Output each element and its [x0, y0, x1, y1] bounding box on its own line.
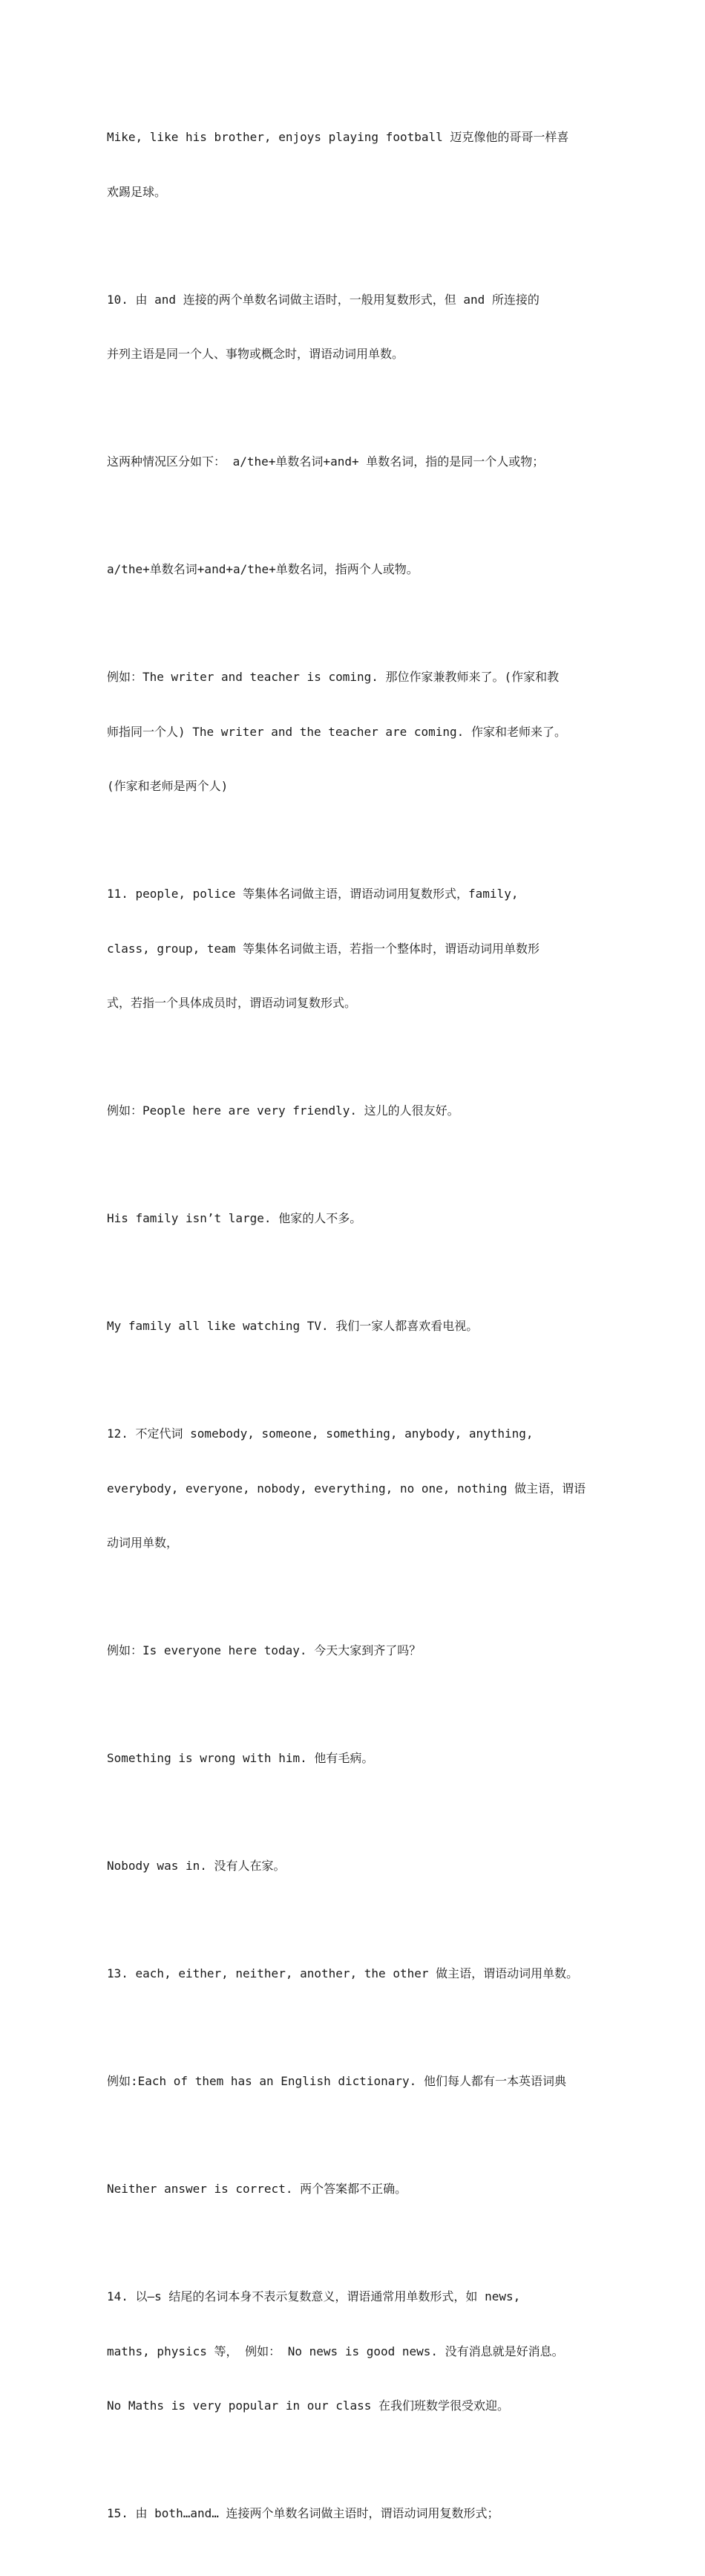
text-line: 式，若指一个具体成员时，谓语动词复数形式。	[107, 996, 357, 1010]
text-line: 例如：The writer and teacher is coming. 那位作家兼教师来了。(作家和教	[107, 670, 560, 684]
text-line: 14. 以—s 结尾的名词本身不表示复数意义，谓语通常用单数形式，如 news,	[107, 2289, 521, 2303]
text-line: Nobody was in. 没有人在家。	[107, 1859, 286, 1873]
text-line: 并列主语是同一个人、事物或概念时，谓语动词用单数。	[107, 347, 404, 361]
text-line: 动词用单数，	[107, 1536, 179, 1550]
text-line: No Maths is very popular in our class 在我们班数学很受欢迎。	[107, 2399, 510, 2413]
text-line: (作家和老师是两个人)	[107, 779, 229, 793]
text-line: His family isn’t large. 他家的人不多。	[107, 1211, 362, 1225]
paragraph-8	[107, 1173, 603, 1265]
paragraph-1	[107, 92, 603, 238]
text-line: class, group, team 等集体名词做主语，若指一个整体时，谓语动词用单数形	[107, 941, 540, 956]
text-line: Neither answer is correct. 两个答案都不正确。	[107, 2182, 407, 2196]
text-line: My family all like watching TV. 我们一家人都喜欢看电视。	[107, 1319, 479, 1333]
paragraph-9	[107, 1281, 603, 1372]
paragraph-12	[107, 1713, 603, 1804]
text-line: 12. 不定代词 somebody, someone, something, anybody, anything,	[107, 1426, 534, 1441]
text-line: 欢踢足球。	[107, 184, 167, 199]
paragraph-11	[107, 1605, 603, 1697]
paragraph-13	[107, 1821, 603, 1912]
text-line: Something is wrong with him. 他有毛病。	[107, 1751, 374, 1765]
text-line: Mike, like his brother, enjoys playing football 迈克像他的哥哥一样喜	[107, 130, 569, 144]
paragraph-7	[107, 1066, 603, 1157]
paragraph-17	[107, 2251, 603, 2452]
text-line: 例如：People here are very friendly. 这儿的人很友好。	[107, 1103, 459, 1118]
paragraph-15	[107, 2036, 603, 2127]
paragraph-14	[107, 1928, 603, 2020]
text-line: 师指同一个人) The writer and the teacher are coming. 作家和老师来了。	[107, 724, 566, 739]
text-line: 10. 由 and 连接的两个单数名词做主语时，一般用复数形式，但 and 所连接的	[107, 292, 540, 307]
text-line: 例如:Each of them has an English dictionary. 他们每人都有一本英语词典	[107, 2074, 566, 2088]
text-line: everybody, everyone, nobody, everything, no one, nothing 做主语，谓语	[107, 1481, 586, 1496]
paragraph-18	[107, 2468, 603, 2560]
paragraph-4	[107, 524, 603, 616]
paragraph-5	[107, 632, 603, 832]
document-body	[107, 92, 603, 2576]
text-line: 这两种情况区分如下： a/the+单数名词+and+ 单数名词，指的是同一个人或物；	[107, 454, 545, 469]
paragraph-3	[107, 417, 603, 508]
text-line: 15. 由 both…and… 连接两个单数名词做主语时，谓语动词用复数形式；	[107, 2506, 499, 2520]
text-line: 13. each, either, neither, another, the other 做主语，谓语动词用单数。	[107, 1966, 579, 1980]
paragraph-16	[107, 2144, 603, 2235]
text-line: maths, physics 等， 例如： No news is good news. 没有消息就是好消息。	[107, 2344, 564, 2358]
paragraph-6	[107, 849, 603, 1049]
text-line: a/the+单数名词+and+a/the+单数名词，指两个人或物。	[107, 562, 419, 576]
text-line: 11. people, police 等集体名词做主语，谓语动词用复数形式，family,	[107, 887, 519, 901]
paragraph-10	[107, 1389, 603, 1589]
text-line: 例如：Is everyone here today. 今天大家到齐了吗？	[107, 1643, 422, 1657]
paragraph-2	[107, 255, 603, 400]
